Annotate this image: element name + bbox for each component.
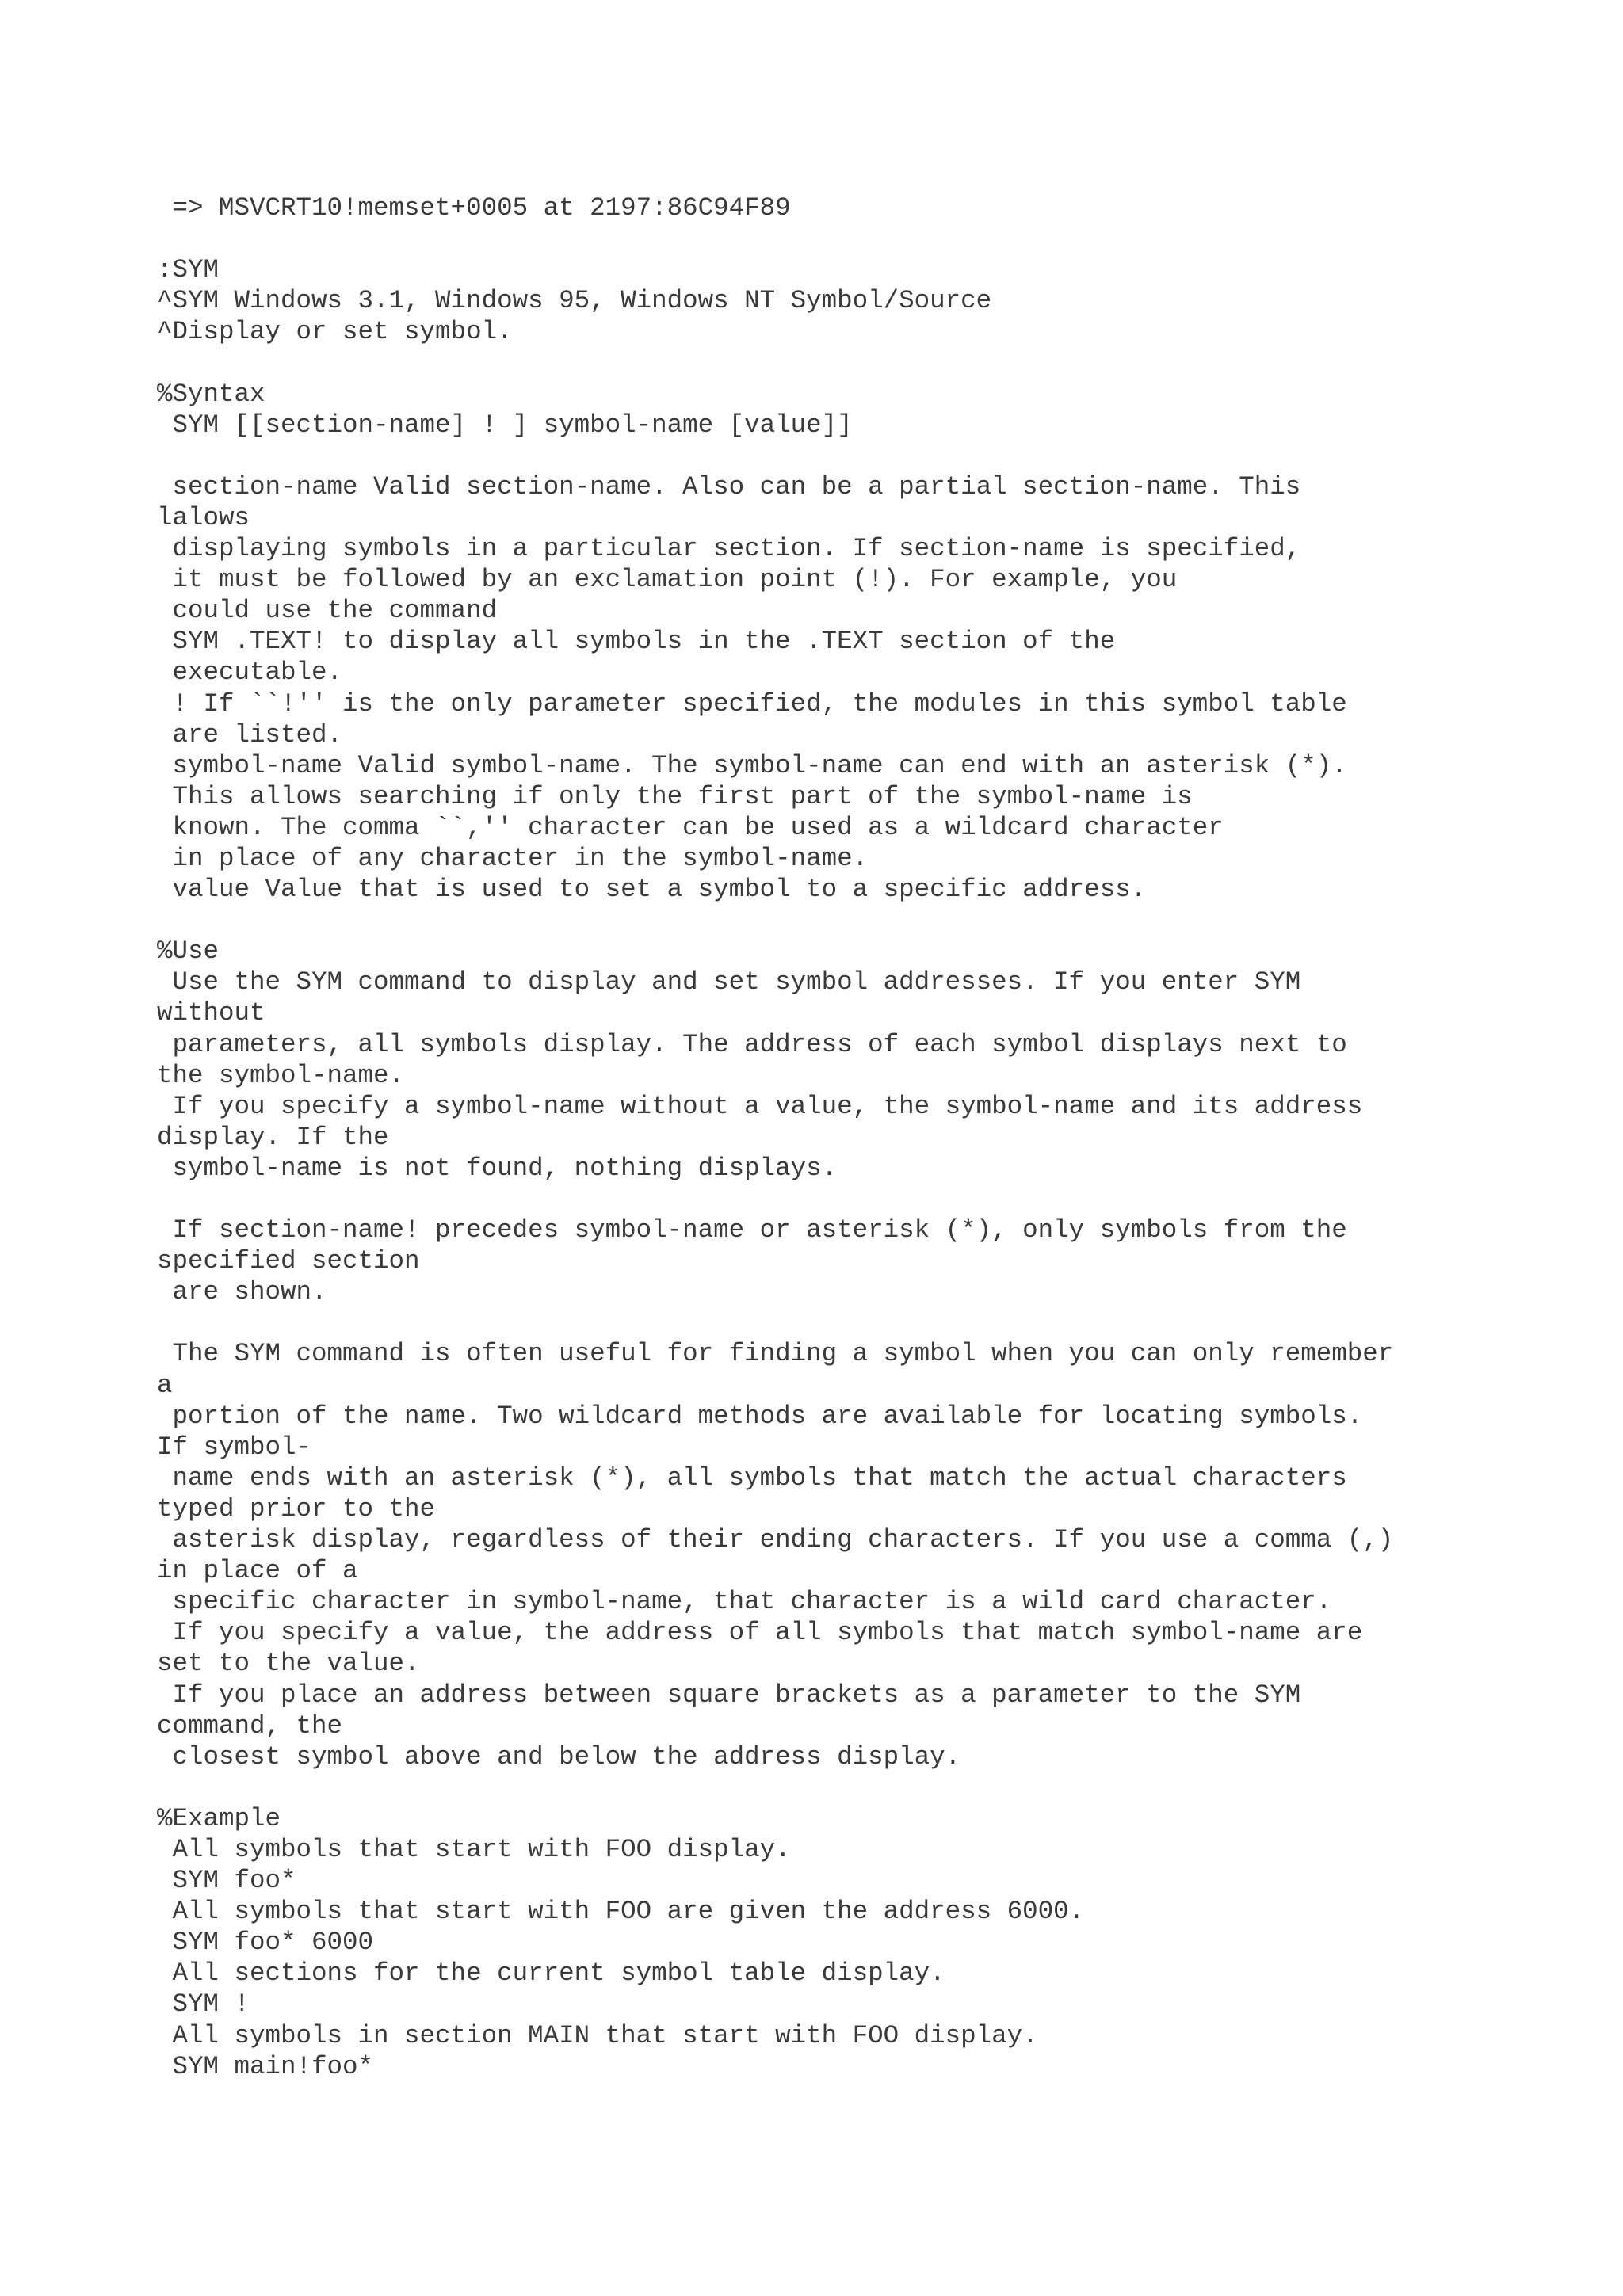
text-line bbox=[157, 347, 1583, 378]
text-line bbox=[157, 441, 1583, 471]
text-line: known. The comma ``,'' character can be used as a wildcard character bbox=[157, 812, 1224, 842]
text-line: All symbols in section MAIN that start with FOO display. bbox=[157, 2020, 1038, 2050]
text-line: If you place an address between square brackets as a parameter to the SYM bbox=[157, 1680, 1301, 1710]
text-line: SYM [[section-name] ! ] symbol-name [value]] bbox=[157, 410, 853, 440]
document-text bbox=[157, 193, 1583, 2082]
text-line: parameters, all symbols display. The address of each symbol displays next to bbox=[157, 1029, 1347, 1059]
text-line bbox=[157, 223, 1583, 254]
text-line: Use the SYM command to display and set symbol addresses. If you enter SYM bbox=[157, 967, 1301, 997]
text-line: value Value that is used to set a symbol to a specific address. bbox=[157, 875, 1147, 905]
text-line: are listed. bbox=[157, 719, 343, 749]
text-line: without bbox=[157, 998, 265, 1028]
text-line: symbol-name Valid symbol-name. The symbol-name can end with an asterisk (*). bbox=[157, 750, 1347, 780]
text-line: All sections for the current symbol table display. bbox=[157, 1958, 945, 1989]
text-line: => MSVCRT10!memset+0005 at 2197:86C94F89 bbox=[157, 193, 791, 223]
text-line: This allows searching if only the first part of the symbol-name is bbox=[157, 781, 1193, 811]
text-line bbox=[157, 1772, 1583, 1803]
text-line: %Syntax bbox=[157, 379, 265, 409]
text-line bbox=[157, 905, 1583, 936]
text-line: SYM foo* 6000 bbox=[157, 1928, 374, 1958]
text-line: it must be followed by an exclamation point (!). For example, you bbox=[157, 565, 1178, 595]
text-line: lalows bbox=[157, 502, 250, 532]
text-line: a bbox=[157, 1370, 173, 1400]
text-line: in place of a bbox=[157, 1556, 358, 1586]
text-line: executable. bbox=[157, 658, 343, 688]
text-line: ^Display or set symbol. bbox=[157, 317, 513, 347]
text-line: specified section bbox=[157, 1246, 420, 1276]
text-line: display. If the bbox=[157, 1122, 389, 1152]
text-line: portion of the name. Two wildcard methods are available for locating symbols. bbox=[157, 1401, 1363, 1431]
text-line: typed prior to the bbox=[157, 1493, 436, 1524]
text-line: %Example bbox=[157, 1803, 281, 1833]
text-line: :SYM bbox=[157, 255, 220, 285]
text-line: asterisk display, regardless of their ending characters. If you use a comma (,) bbox=[157, 1525, 1394, 1555]
text-line: name ends with an asterisk (*), all symbols that match the actual characters bbox=[157, 1463, 1347, 1493]
text-line: ^SYM Windows 3.1, Windows 95, Windows NT Symbol/Source bbox=[157, 286, 992, 316]
text-line: All symbols that start with FOO are given the address 6000. bbox=[157, 1897, 1085, 1927]
text-line: %Use bbox=[157, 936, 220, 967]
text-line bbox=[157, 1307, 1583, 1338]
text-line: the symbol-name. bbox=[157, 1060, 405, 1090]
text-line: SYM .TEXT! to display all symbols in the .TEXT section of the bbox=[157, 627, 1116, 657]
text-line: section-name Valid section-name. Also can be a partial section-name. This bbox=[157, 471, 1301, 502]
text-line: displaying symbols in a particular section. If section-name is specified, bbox=[157, 534, 1301, 564]
text-line: If you specify a symbol-name without a value, the symbol-name and its address bbox=[157, 1091, 1363, 1121]
text-line: If section-name! precedes symbol-name or asterisk (*), only symbols from the bbox=[157, 1215, 1347, 1245]
text-line: set to the value. bbox=[157, 1649, 420, 1679]
text-line: The SYM command is often useful for finding a symbol when you can only remember bbox=[157, 1339, 1394, 1369]
text-line: If symbol- bbox=[157, 1432, 312, 1462]
text-line: All symbols that start with FOO display. bbox=[157, 1834, 791, 1864]
text-line: symbol-name is not found, nothing displays. bbox=[157, 1153, 838, 1183]
text-line: in place of any character in the symbol-name. bbox=[157, 843, 869, 873]
text-line: ! If ``!'' is the only parameter specified, the modules in this symbol table bbox=[157, 688, 1347, 719]
text-line: SYM main!foo* bbox=[157, 2051, 374, 2081]
text-line: are shown. bbox=[157, 1277, 327, 1307]
text-line: If you specify a value, the address of all symbols that match symbol-name are bbox=[157, 1618, 1363, 1648]
text-line: SYM foo* bbox=[157, 1866, 296, 1896]
text-line bbox=[157, 1184, 1583, 1215]
text-line: command, the bbox=[157, 1711, 343, 1741]
text-line: closest symbol above and below the address display. bbox=[157, 1741, 961, 1772]
text-line: specific character in symbol-name, that character is a wild card character. bbox=[157, 1587, 1332, 1617]
text-line: could use the command bbox=[157, 596, 498, 626]
text-line: SYM ! bbox=[157, 1989, 250, 2019]
